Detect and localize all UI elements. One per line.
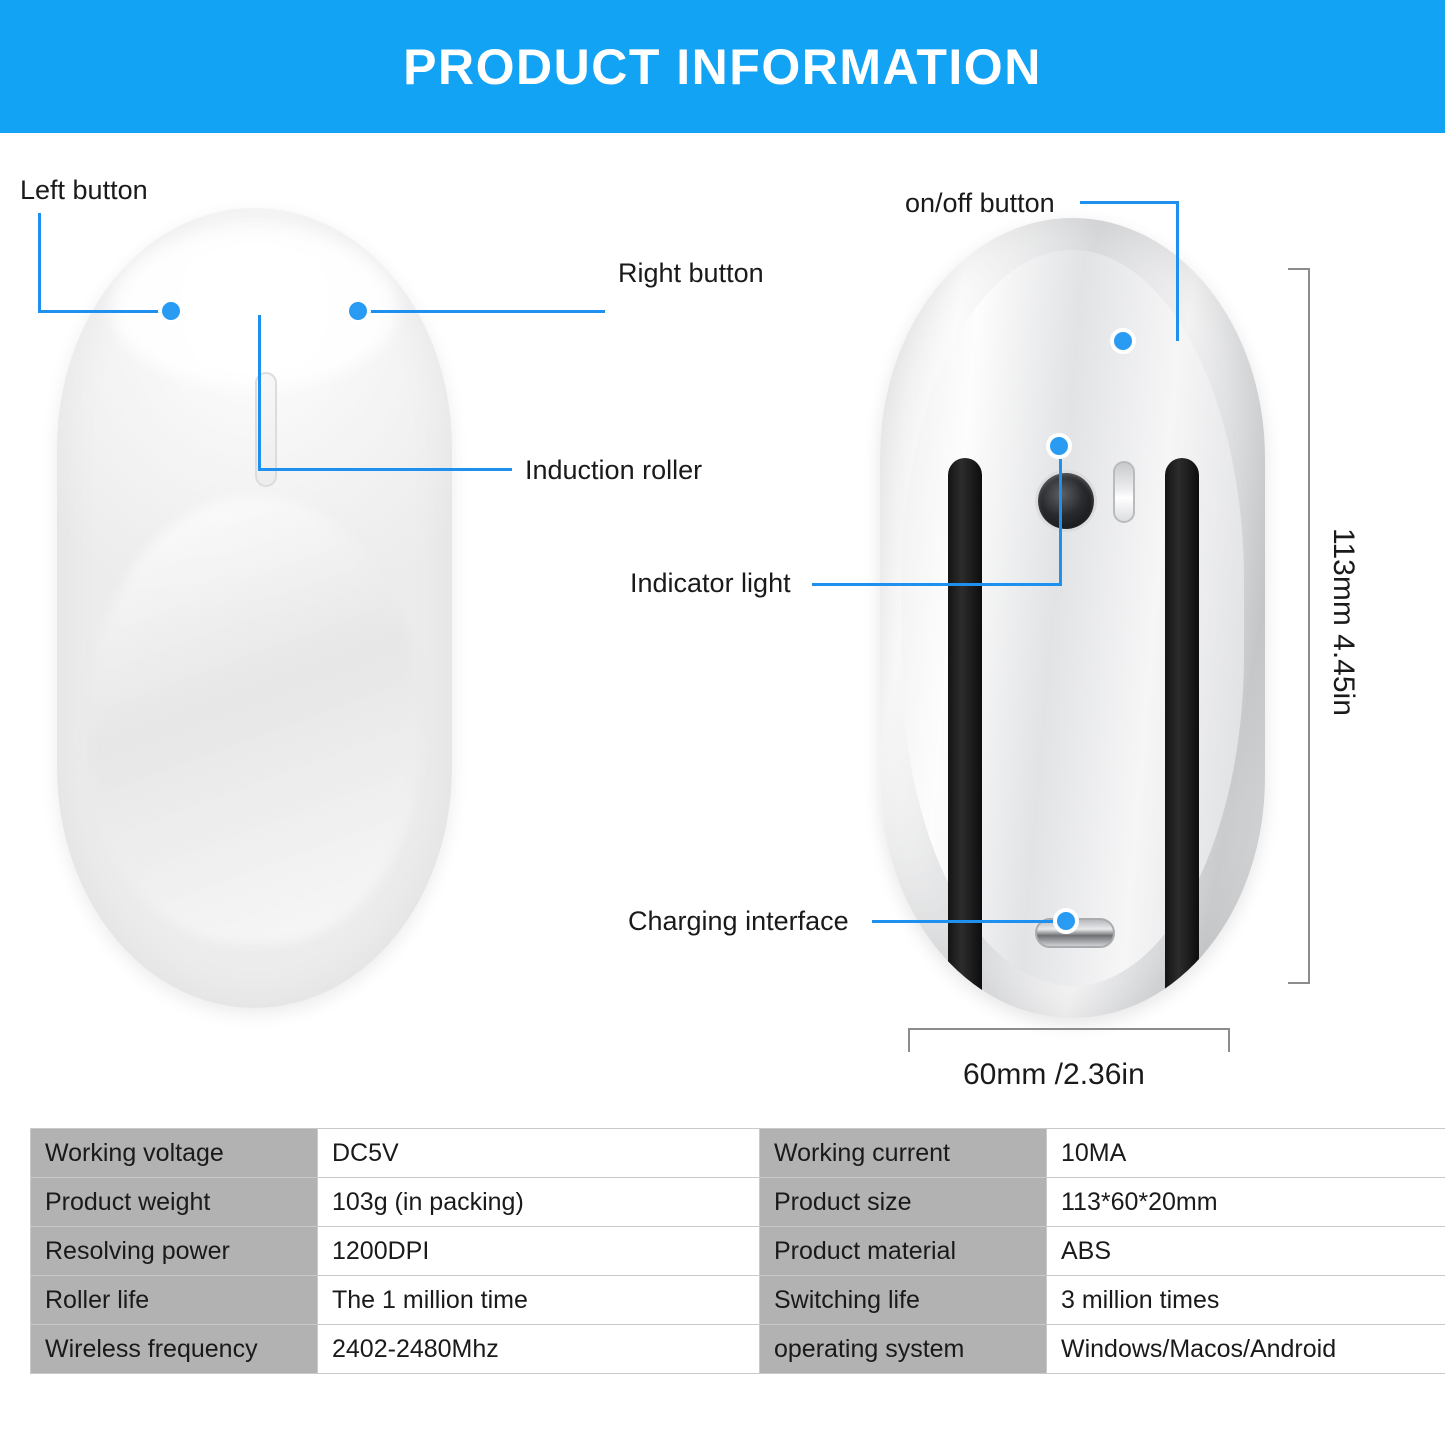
optical-sensor — [1038, 473, 1094, 529]
spec-value: 103g (in packing) — [318, 1178, 760, 1227]
callout-dot-charging-interface — [1053, 908, 1079, 934]
page-title: PRODUCT INFORMATION — [403, 38, 1042, 95]
table-row — [31, 1129, 1445, 1178]
leader-line-induction-roller-horizontal — [258, 468, 512, 471]
callout-label-left-button: Left button — [20, 175, 148, 205]
spec-key: Switching life — [760, 1276, 1047, 1325]
table-row — [31, 1325, 1445, 1374]
spec-value: Windows/Macos/Android — [1047, 1325, 1445, 1374]
spec-value: The 1 million time — [318, 1276, 760, 1325]
spec-value: ABS — [1047, 1227, 1445, 1276]
specification-table — [30, 1128, 1445, 1374]
callout-dot-indicator-light — [1046, 433, 1072, 459]
spec-value: 1200DPI — [318, 1227, 760, 1276]
callout-label-charging-interface: Charging interface — [628, 906, 849, 936]
callout-label-on-off-button: on/off button — [905, 188, 1055, 218]
spec-key: Product size — [760, 1178, 1047, 1227]
mouse-top-view-image — [57, 208, 452, 1008]
mouse-foot-pad-right — [1165, 458, 1199, 1018]
spec-key: Wireless frequency — [31, 1325, 318, 1374]
table-row — [31, 1276, 1445, 1325]
leader-line-on-off-vertical — [1176, 201, 1179, 341]
spec-key: Roller life — [31, 1276, 318, 1325]
header-banner — [0, 0, 1445, 133]
spec-value: 10MA — [1047, 1129, 1445, 1178]
leader-line-indicator-light-horizontal — [812, 583, 1062, 586]
spec-value: 113*60*20mm — [1047, 1178, 1445, 1227]
power-switch — [1113, 461, 1135, 523]
mouse-top-sheen — [89, 496, 421, 944]
callout-label-induction-roller: Induction roller — [525, 455, 703, 485]
table-row — [31, 1227, 1445, 1276]
dimension-width-line — [908, 1028, 1230, 1030]
callout-dot-left-button — [158, 298, 184, 324]
product-diagram — [0, 133, 1445, 1113]
callout-dot-on-off-button — [1110, 328, 1136, 354]
spec-key: Product material — [760, 1227, 1047, 1276]
spec-value: 3 million times — [1047, 1276, 1445, 1325]
leader-line-on-off-horizontal — [1080, 201, 1179, 204]
callout-label-indicator-light: Indicator light — [630, 568, 791, 598]
spec-key: Working voltage — [31, 1129, 318, 1178]
mouse-bottom-view-image — [880, 218, 1265, 1018]
dimension-height-label: 113mm 4.45in — [1327, 528, 1360, 716]
dimension-height-tick-top — [1288, 268, 1310, 270]
leader-line-left-button-horizontal — [38, 310, 171, 313]
callout-dot-right-button — [345, 298, 371, 324]
leader-line-induction-roller-vertical — [258, 315, 261, 469]
spec-key: operating system — [760, 1325, 1047, 1374]
table-row — [31, 1178, 1445, 1227]
spec-key: Product weight — [31, 1178, 318, 1227]
callout-label-right-button: Right button — [618, 258, 764, 288]
leader-line-right-button — [360, 310, 605, 313]
dimension-width-tick-left — [908, 1028, 910, 1052]
leader-line-left-button-vertical — [38, 213, 41, 313]
spec-key: Working current — [760, 1129, 1047, 1178]
leader-line-charging-interface — [872, 920, 1067, 923]
dimension-width-label: 60mm /2.36in — [963, 1058, 1145, 1091]
dimension-height-tick-bottom — [1288, 982, 1310, 984]
spec-value: DC5V — [318, 1129, 760, 1178]
dimension-height-line — [1308, 268, 1310, 983]
leader-line-indicator-light-vertical — [1059, 448, 1062, 586]
spec-value: 2402-2480Mhz — [318, 1325, 760, 1374]
dimension-width-tick-right — [1228, 1028, 1230, 1052]
mouse-foot-pad-left — [948, 458, 982, 1018]
spec-key: Resolving power — [31, 1227, 318, 1276]
